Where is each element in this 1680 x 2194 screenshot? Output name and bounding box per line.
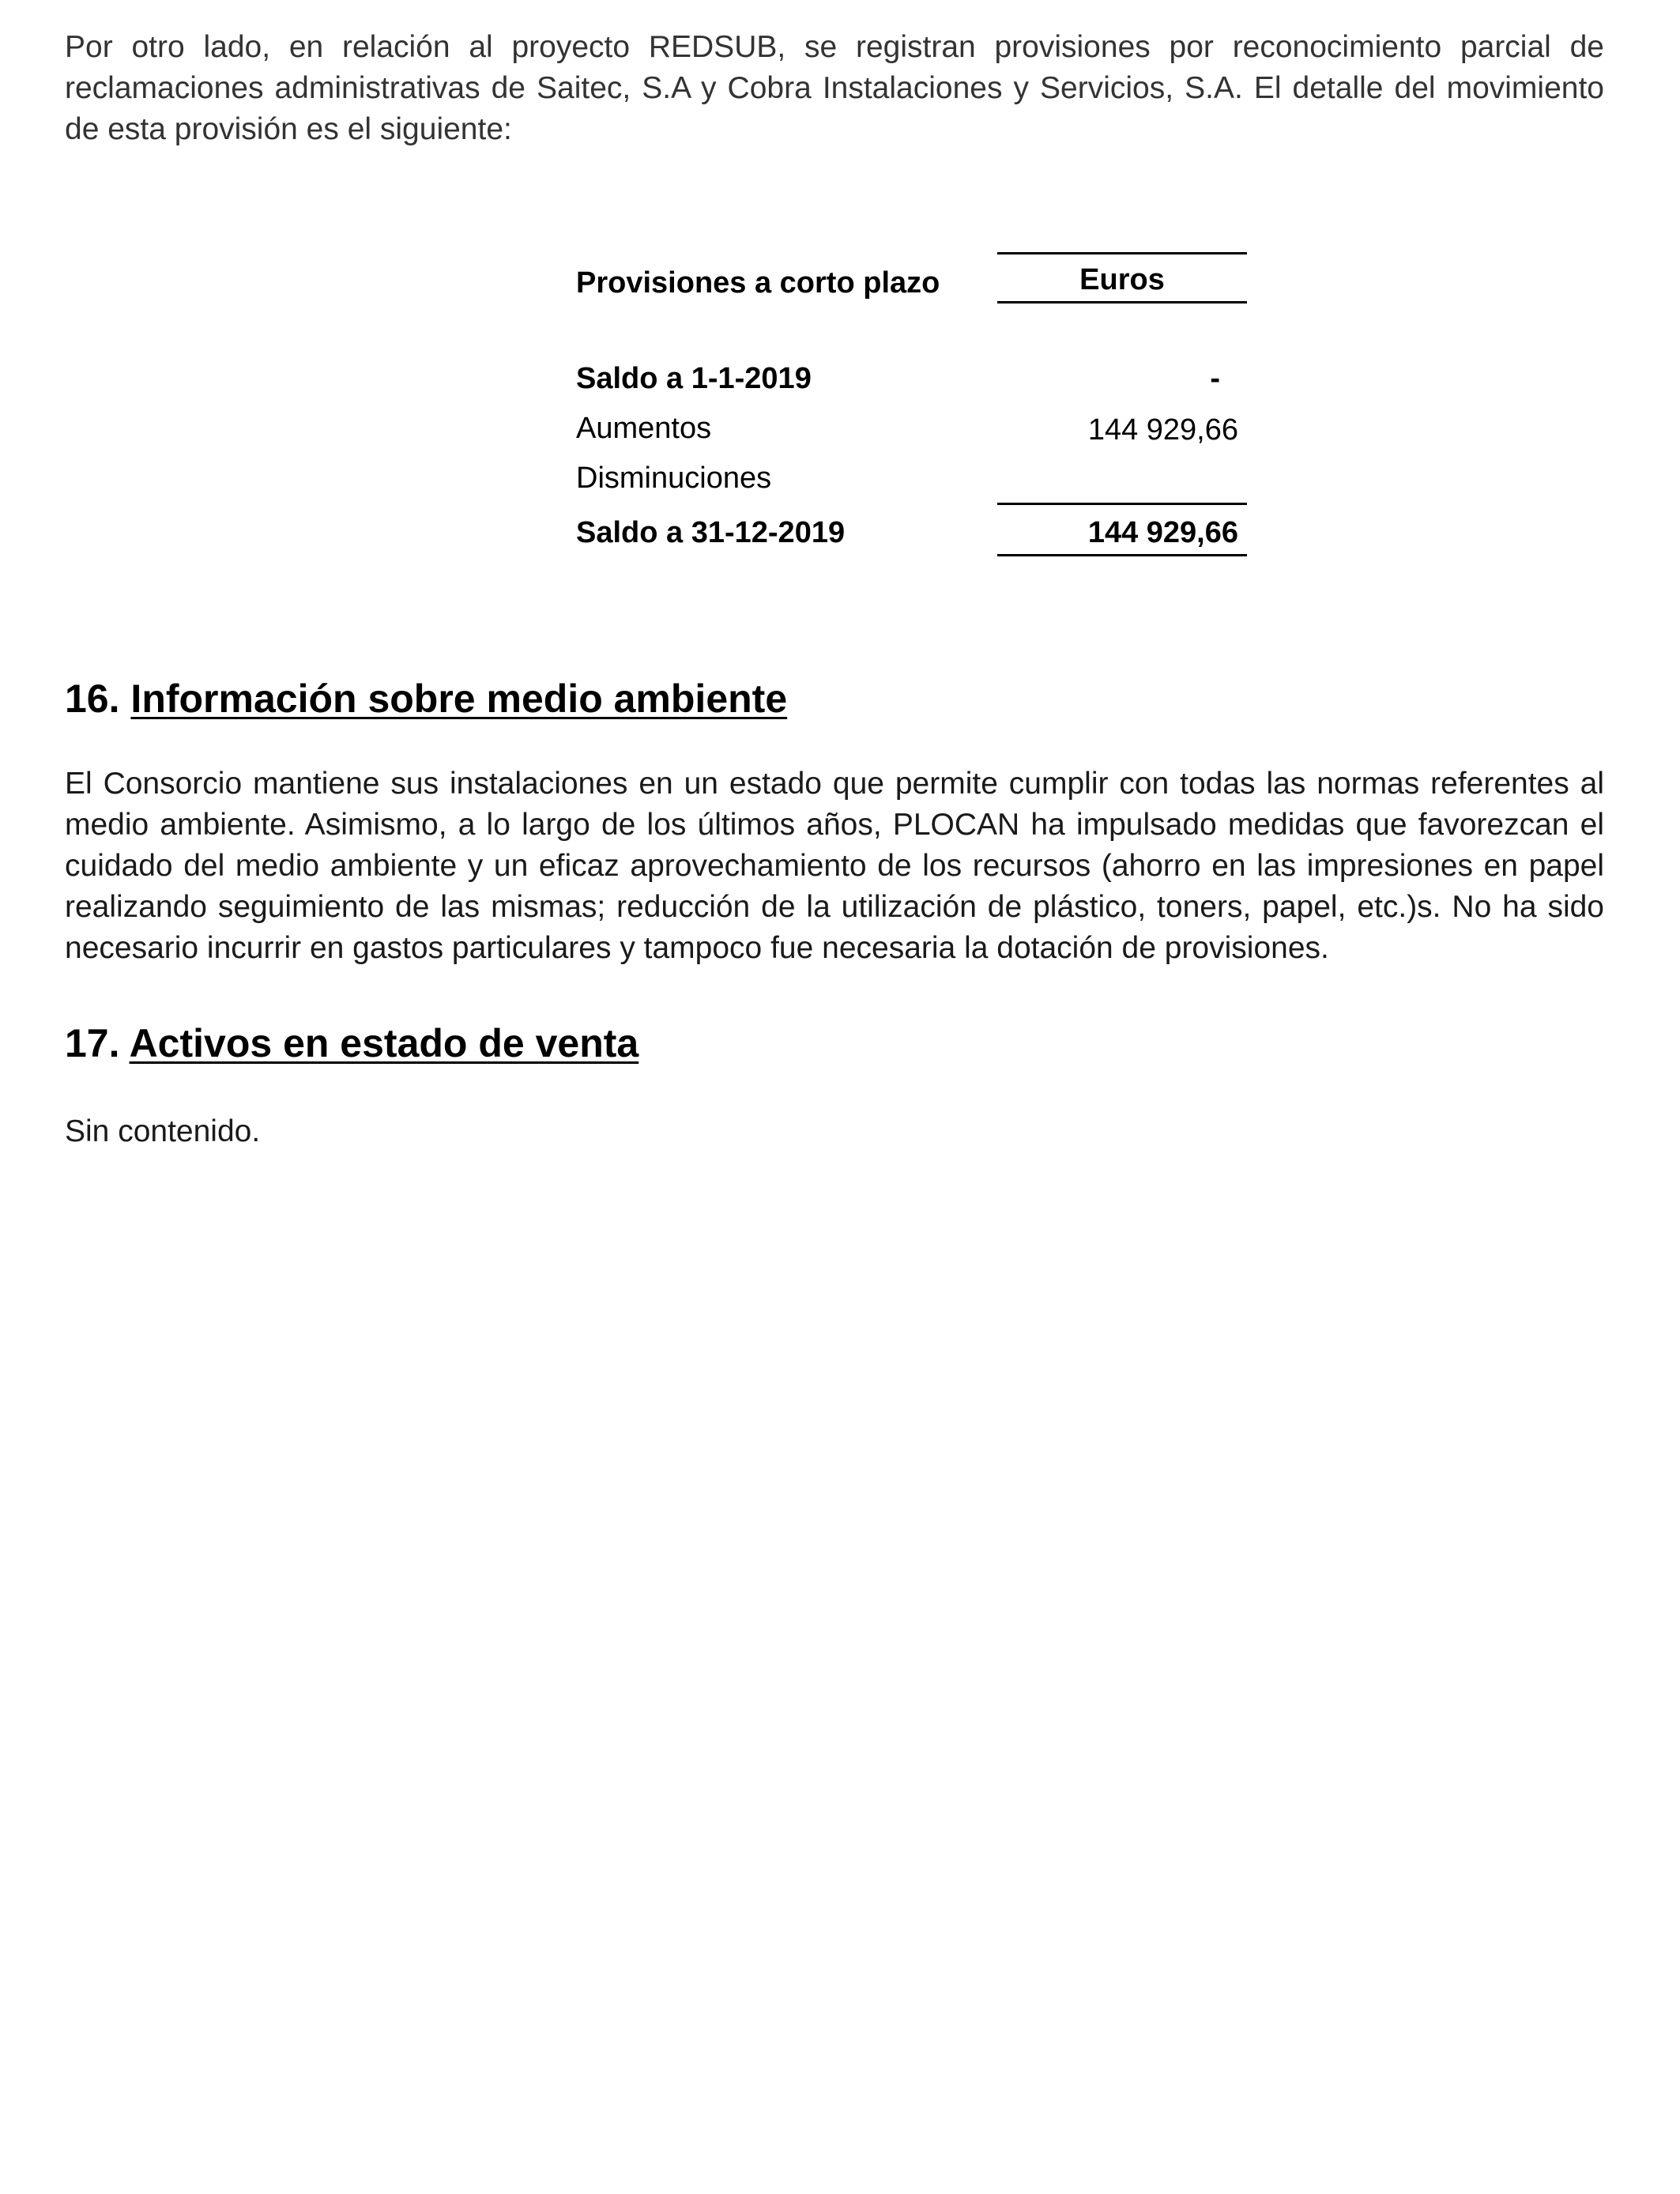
table-bottom-rule	[997, 554, 1247, 556]
section-17-body: Sin contenido.	[65, 1114, 261, 1148]
table-row-label: Saldo a 31-12-2019	[576, 516, 846, 549]
section-16-title: Información sobre medio ambiente	[130, 677, 788, 721]
section-17-number: 17.	[65, 1021, 120, 1065]
section-17-heading	[65, 1020, 638, 1067]
table-row-value: 144 929,66	[1087, 413, 1238, 447]
table-row-label: Aumentos	[576, 412, 712, 445]
section-16-body: El Consorcio mantiene sus instalaciones en un estado que permite cumplir con todas las normas referentes al medio ambiente. Asimismo, a lo largo de los últimos años, PLOCAN ha impulsado medidas que favorezcan el cuidado del medio ambiente y un eficaz aprovechamiento de los recursos (ahorro en las impresiones en papel realizando seguimiento de las mismas; reducción de la utilización de plástico, toners, papel, etc.)s. No ha sido necesario incurrir en gastos particulares y tampoco fue necesaria la dotación de provisiones.	[65, 767, 1604, 965]
table-row-label: Saldo a 1-1-2019	[576, 362, 812, 395]
table-row-label: Disminuciones	[576, 462, 772, 495]
table-header-label: Provisiones a corto plazo	[576, 266, 940, 300]
table-column-header: Euros	[1079, 263, 1165, 296]
table-top-rule	[997, 252, 1247, 254]
section-16-number: 16.	[65, 677, 120, 721]
section-17-title: Activos en estado de venta	[129, 1021, 639, 1065]
table-row-value: -	[1210, 362, 1220, 395]
table-header-rule	[997, 301, 1247, 303]
section-16-heading	[65, 675, 787, 722]
intro-paragraph: Por otro lado, en relación al proyecto REDSUB, se registran provisiones por reconocimiento parcial de reclamaciones administrativas de Saitec, S.A y Cobra Instalaciones y Servicios, S.A. El detalle del movimiento de esta provisión es el siguiente:	[65, 30, 1604, 146]
table-row-value: 144 929,66	[1087, 516, 1238, 549]
table-total-rule	[997, 503, 1247, 505]
